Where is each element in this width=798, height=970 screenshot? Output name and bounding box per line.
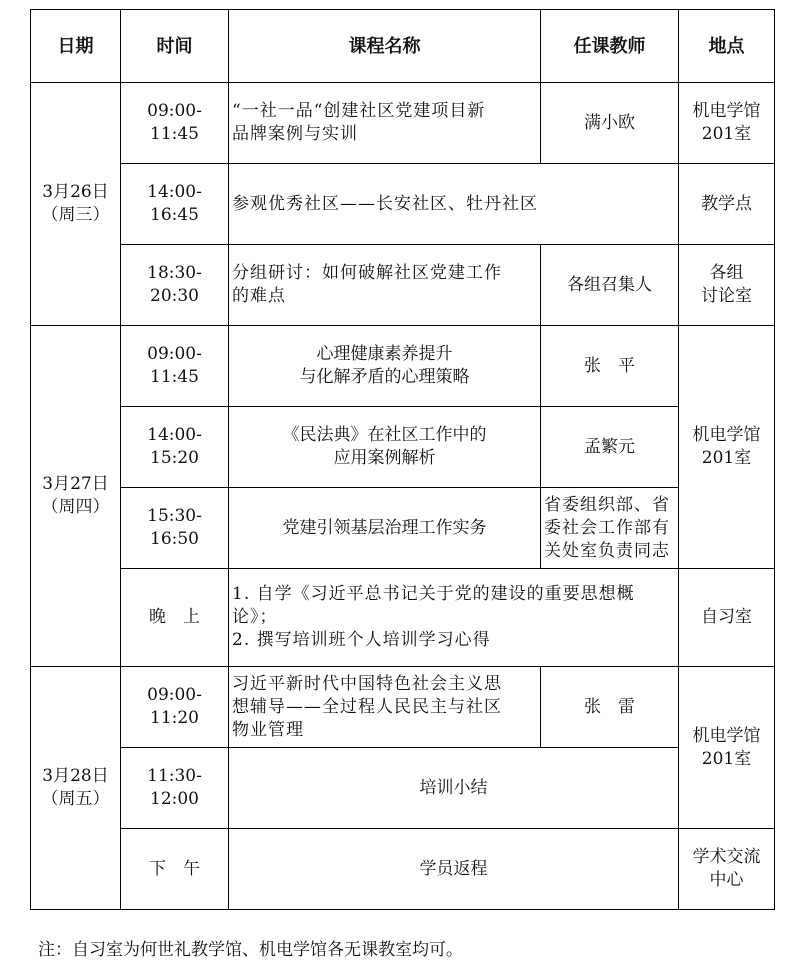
- course-line: 参观优秀社区——长安社区、牡丹社区: [232, 193, 538, 214]
- location-cell: [679, 829, 775, 910]
- course-line: 应用案例解析: [333, 448, 436, 468]
- time-cell: 18:30-20:30: [121, 245, 229, 326]
- table-row: [31, 326, 775, 407]
- location-line: 机电学馆: [692, 101, 761, 121]
- course-cell: [229, 569, 679, 667]
- date-cell: [31, 326, 121, 667]
- location-line: 中心: [709, 870, 744, 890]
- location-line: 讨论室: [701, 286, 752, 306]
- teacher-line: 委社会工作部有: [544, 517, 670, 538]
- location-cell: [679, 667, 775, 829]
- header-course: 课程名称: [229, 10, 541, 83]
- course-cell: [229, 245, 541, 326]
- time-cell: 14:00-15:20: [121, 407, 229, 488]
- location-line: 自习室: [701, 607, 752, 627]
- course-cell: [229, 326, 541, 407]
- course-line: 心理健康素养提升: [316, 344, 453, 364]
- time-cell: 09:00-11:45: [121, 83, 229, 164]
- weekday-text: （周四）: [41, 497, 110, 517]
- course-cell: [229, 748, 679, 829]
- footnote: 注：自习室为何世礼教学馆、机电学馆各无课教室均可。: [38, 940, 463, 960]
- table-row: [31, 245, 775, 326]
- course-line: 论》；: [232, 607, 278, 627]
- course-line: “一社一品“创建社区党建项目新: [232, 101, 486, 121]
- course-line: 党建引领基层治理工作实务: [282, 517, 487, 538]
- teacher-cell: 孟繁元: [541, 407, 679, 488]
- date-cell: [31, 667, 121, 910]
- header-time: 时间: [121, 10, 229, 83]
- location-cell: [679, 164, 775, 245]
- location-cell: [679, 326, 775, 569]
- table-row: [31, 488, 775, 569]
- course-line: 《民法典》在社区工作中的: [282, 425, 487, 445]
- time-cell: 15:30-16:50: [121, 488, 229, 569]
- course-cell: [229, 83, 541, 164]
- time-cell: 14:00-16:45: [121, 164, 229, 245]
- course-cell: [229, 667, 541, 748]
- course-line: 与化解矛盾的心理策略: [299, 367, 470, 387]
- course-line: 品牌案例与实训: [232, 124, 358, 144]
- location-cell: [679, 245, 775, 326]
- time-cell: 09:00-11:20: [121, 667, 229, 748]
- course-cell: [229, 164, 679, 245]
- table-row: [31, 407, 775, 488]
- table-row: [31, 83, 775, 164]
- teacher-cell: 各组召集人: [541, 245, 679, 326]
- course-cell: [229, 488, 541, 569]
- weekday-text: （周三）: [41, 205, 110, 225]
- time-cell: 11:30-12:00: [121, 748, 229, 829]
- course-cell: [229, 829, 679, 910]
- course-cell: [229, 407, 541, 488]
- course-line: 2. 撰写培训班个人培训学习心得: [232, 630, 491, 650]
- location-line: 机电学馆: [692, 725, 761, 746]
- table-row: [31, 748, 775, 829]
- table-row: [31, 164, 775, 245]
- teacher-cell: [541, 488, 679, 569]
- table-row: [31, 667, 775, 748]
- location-line: 教学点: [701, 193, 752, 214]
- course-line: 学员返程: [419, 858, 488, 879]
- time-cell: 下 午: [121, 829, 229, 910]
- location-line: 各组: [709, 263, 744, 283]
- table-row: [31, 829, 775, 910]
- course-line: 培训小结: [419, 777, 488, 798]
- header-row: [31, 10, 775, 83]
- location-cell: [679, 569, 775, 667]
- header-teacher: 任课教师: [541, 10, 679, 83]
- course-line: 习近平新时代中国特色社会主义思: [232, 673, 502, 694]
- teacher-line: 省委组织部、省: [544, 494, 670, 515]
- date-text: 3月28日: [42, 766, 109, 786]
- time-cell: 晚 上: [121, 569, 229, 667]
- teacher-cell: 张 雷: [541, 667, 679, 748]
- teacher-line: 关处室负责同志: [544, 540, 670, 561]
- date-cell: [31, 83, 121, 326]
- location-line: 201室: [701, 448, 752, 468]
- date-text: 3月26日: [42, 182, 109, 202]
- course-line: 想辅导——全过程人民民主与社区: [232, 696, 502, 717]
- location-line: 机电学馆: [692, 425, 761, 445]
- header-date: 日期: [31, 10, 121, 83]
- course-line: 的难点: [232, 286, 286, 306]
- location-line: 201室: [701, 124, 752, 144]
- teacher-cell: 满小欧: [541, 83, 679, 164]
- course-line: 分组研讨：如何破解社区党建工作: [232, 263, 502, 283]
- time-cell: 09:00-11:45: [121, 326, 229, 407]
- header-location: 地点: [679, 10, 775, 83]
- location-cell: [679, 83, 775, 164]
- weekday-text: （周五）: [41, 789, 110, 809]
- location-line: 学术交流: [692, 847, 761, 867]
- schedule-table: [30, 9, 775, 910]
- teacher-cell: 张 平: [541, 326, 679, 407]
- location-line: 201室: [701, 748, 752, 769]
- course-line: 1. 自学《习近平总书记关于党的建设的重要思想概: [232, 584, 635, 604]
- date-text: 3月27日: [42, 474, 109, 494]
- course-line: 物业管理: [232, 719, 304, 740]
- table-row: [31, 569, 775, 667]
